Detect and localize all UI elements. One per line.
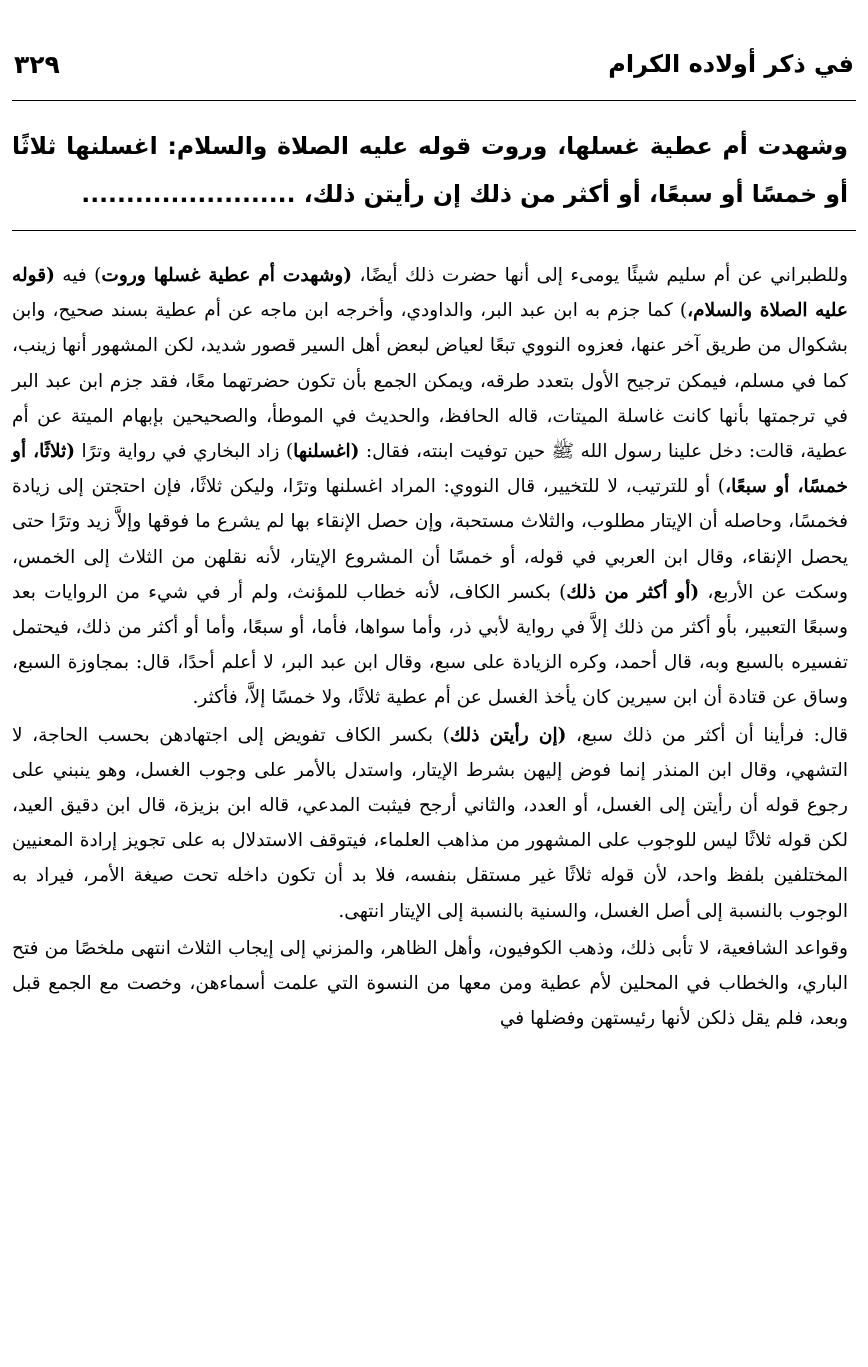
commentary (12, 258, 848, 1036)
commentary-text: ) كما جزم به ابن عبد البر، والداودي، وأخرجه ابن ماجه عن أم عطية بسند صحيح، وابن بشكوال من طريق آخر عنها، فعزوه النووي تبعًا لعياض لبعض أهل السير قصور شديد، لكن المشهور أنها زينب، كما في مسلم، فيمكن ترجيح الأول بتعدد طرقه، ويمكن الجمع بأن تكون حضرتهما معًا، فقد جزم ابن عبد البر في ترجمتها بأنها كانت غاسلة الميتات، قاله الحافظ، والحديث في الموطأ، والصحيحين بإبهام الميتة عن أم عطية، قالت: دخل علينا رسول الله ﷺ حين توفيت ابنته، فقال: (12, 300, 848, 463)
quoted-matn: (وشهدت أم عطية غسلها وروت (101, 265, 353, 286)
quoted-matn: (ثلاثًا، أو خمسًا، أو سبعًا، (12, 441, 848, 498)
commentary-text: وقواعد الشافعية، لا تأبى ذلك، وذهب الكوفيون، وأهل الظاهر، والمزني إلى إيجاب الثلاث انتهى ملخصًا من فتح الباري، والخطاب في المحلين لأم عطية ومن معها من النسوة التي علمت أسماءهن، وخصت مع الجمع قبل وبعد، فلم يقل ذلكن لأنها رئيستهن وفضلها في (12, 937, 848, 1030)
commentary-text: ) أو للترتيب، لا للتخيير، قال النووي: المراد اغسلنها وترًا، وليكن ثلاثًا، فإن احتجتن إلى زيادة فخمسًا، وحاصله أن الإيتار مطلوب، والثلاث مستحبة، وإن حصل الإنقاء بها لم يشرع ما فوقها وإلاَّ زيد وترًا حتى يحصل الإنقاء، وقال ابن العربي في قوله، أو خمسًا أن المشروع الإيتار، لأنه نقلهن من الثلاث إلى الخمس، وسكت عن الأربع، (12, 476, 848, 603)
commentary-paragraph (12, 718, 848, 929)
commentary-text: ) فيه (54, 265, 102, 286)
commentary-paragraph (12, 258, 848, 716)
main-text: وشهدت أم عطية غسلها، وروت قوله عليه الصلاة والسلام: اغسلنها ثلاثًا أو خمسًا أو سبعًا، أو أكثر من ذلك إن رأيتن ذلك، ........................ (12, 132, 848, 208)
commentary-text: ) بكسر الكاف، لأنه خطاب للمؤنث، ولم أر في شيء من الروايات بعد وسبعًا التعبير، بأو أكثر من ذلك إلاَّ في رواية لأبي ذر، وأما سواها، فأما، أو سبعًا، وأما أو أكثر من ذلك، فيحتمل تفسيره بالسبع وبه، قال أحمد، وكره الزيادة على سبع، وقال ابن عبد البر، لا أعلم أحدًا، قال: بمجاوزة السبع، وساق عن قتادة أن ابن سيرين كان يأخذ الغسل عن أم عطية ثلاثًا، ولا خمسًا إلاَّ، فأكثر. (12, 581, 848, 709)
quoted-matn: (اغسلنها (293, 441, 360, 463)
page-header (14, 44, 854, 84)
quoted-matn: (إن رأيتن ذلك (449, 724, 567, 746)
page-number: ٣٢٩ (14, 49, 60, 79)
quoted-matn: (أو أكثر من ذلك (566, 581, 700, 603)
commentary-text: ) زاد البخاري في رواية وترًا (75, 441, 294, 463)
quoted-matn: (قوله عليه الصلاة والسلام، (12, 265, 848, 322)
header-rule (12, 100, 856, 101)
commentary-text: ) بكسر الكاف تفويض إلى اجتهادهن بحسب الحاجة، لا التشهي، وقال ابن المنذر إنما فوض إليهن بشرط الإيتار، واستدل بالأمر على وجوب الغسل، وهو ينبني على رجوع قوله أن رأيتن إلى الغسل، أو العدد، والثاني أرجح فيثبت المدعي، قاله ابن بزيزة، قال ابن دقيق العيد، لكن قوله ثلاثًا ليس للوجوب على المشهور من مذاهب العلماء، فيتوقف الاستدلال به على تجويز إرادة المعنيين المختلفين بلفظ واحد، لأن قوله ثلاثًا غير مستقل بنفسه، فلا بد أن تكون داخله تحت صيغة الأمر، فيراد به الوجوب بالنسبة إلى أصل الغسل، والسنية بالنسبة إلى الإيتار انتهى. (12, 724, 848, 922)
commentary-text: وللطبراني عن أم سليم شيئًا يومىء إلى أنها حضرت ذلك أيضًا، (352, 265, 849, 286)
commentary-text: قال: فرأينا أن أكثر من ذلك سبع، (566, 724, 848, 746)
matn-divider-rule (12, 230, 856, 231)
commentary-paragraph (12, 931, 848, 1037)
running-title: في ذكر أولاده الكرام (608, 50, 854, 78)
